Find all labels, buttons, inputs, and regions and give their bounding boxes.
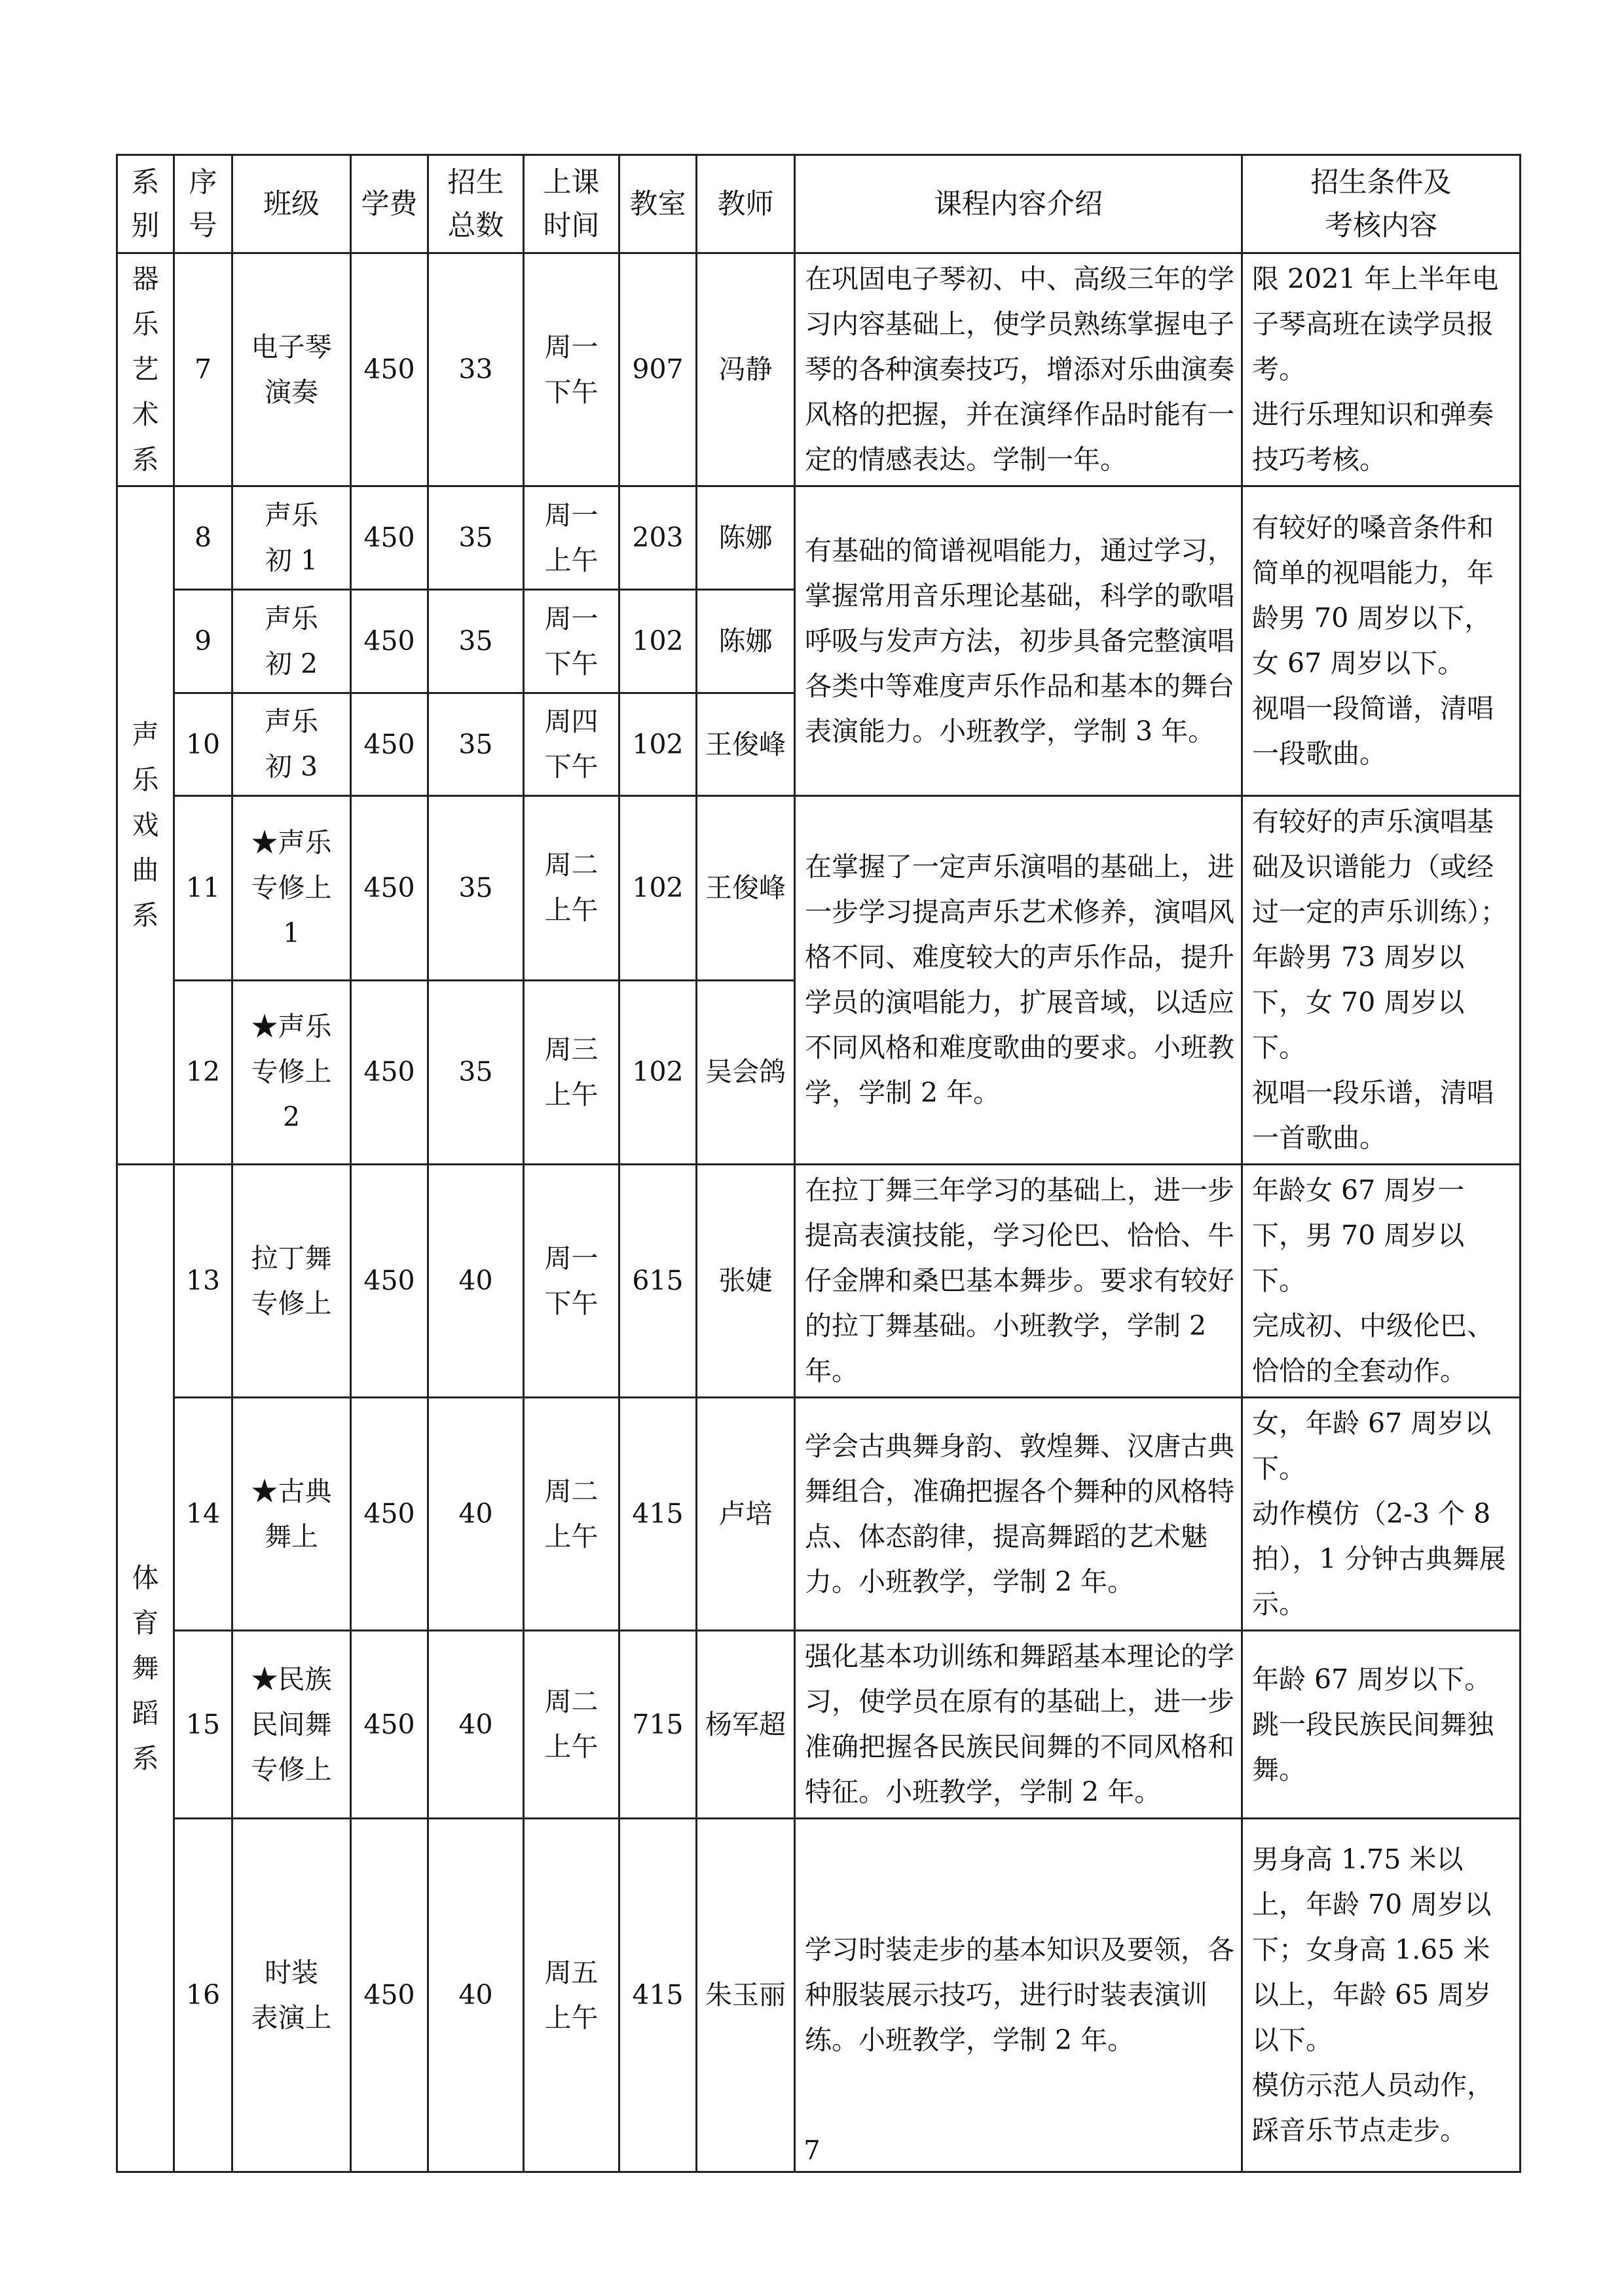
row-no: 9 (174, 590, 232, 693)
row-class: 声乐 初 1 (232, 486, 351, 590)
row-requirements: 年龄 67 周岁以下。 跳一段民族民间舞独舞。 (1242, 1631, 1521, 1819)
row-requirements: 有较好的声乐演唱基础及识谱能力（或经过一定的声乐训练）；年龄男 73 周岁以下，女 70 周岁以下。 视唱一段乐谱，清唱一首歌曲。 (1242, 796, 1521, 1165)
row-fee: 450 (351, 1631, 428, 1819)
row-time: 周二 上午 (524, 1398, 619, 1631)
row-requirements: 男身高 1.75 米以上，年龄 70 周岁以下；女身高 1.65 米以上，年龄 65 周岁以下。 模仿示范人员动作，踩音乐节点走步。 (1242, 1819, 1521, 2172)
row-fee: 450 (351, 590, 428, 693)
row-quota: 40 (428, 1165, 524, 1398)
table-row (117, 1631, 1521, 1819)
row-quota: 40 (428, 1819, 524, 2172)
row-teacher: 卢培 (697, 1398, 795, 1631)
row-no: 10 (174, 693, 232, 796)
page-number: 7 (803, 2136, 821, 2166)
row-room: 203 (619, 486, 697, 590)
row-room: 102 (619, 796, 697, 981)
row-quota: 33 (428, 253, 524, 486)
row-fee: 450 (351, 1165, 428, 1398)
row-fee: 450 (351, 693, 428, 796)
row-fee: 450 (351, 796, 428, 981)
row-fee: 450 (351, 486, 428, 590)
row-class: 时装 表演上 (232, 1819, 351, 2172)
dept-instrument: 器 乐 艺 术 系 (117, 253, 174, 486)
row-room: 102 (619, 980, 697, 1165)
table-row (117, 796, 1521, 981)
row-class: ★声乐 专修上 2 (232, 980, 351, 1165)
row-quota: 40 (428, 1631, 524, 1819)
header-requirements: 招生条件及 考核内容 (1242, 155, 1521, 253)
row-no: 14 (174, 1398, 232, 1631)
row-no: 16 (174, 1819, 232, 2172)
row-time: 周一 下午 (524, 253, 619, 486)
course-table (116, 154, 1521, 2173)
row-requirements: 年龄女 67 周岁一下，男 70 周岁以下。 完成初、中级伦巴、恰恰的全套动作。 (1242, 1165, 1521, 1398)
row-class: ★民族 民间舞 专修上 (232, 1631, 351, 1819)
row-class: ★声乐 专修上 1 (232, 796, 351, 981)
table-row (117, 486, 1521, 590)
row-room: 102 (619, 693, 697, 796)
row-content: 学会古典舞身韵、敦煌舞、汉唐古典舞组合，准确把握各个舞种的风格特点、体态韵律，提高舞蹈的艺术魅力。小班教学，学制 2 年。 (795, 1398, 1242, 1631)
row-fee: 450 (351, 253, 428, 486)
row-room: 415 (619, 1398, 697, 1631)
row-fee: 450 (351, 980, 428, 1165)
row-no: 7 (174, 253, 232, 486)
table-row (117, 1165, 1521, 1398)
dept-vocal: 声 乐 戏 曲 系 (117, 486, 174, 1165)
row-teacher: 朱玉丽 (697, 1819, 795, 2172)
row-time: 周五 上午 (524, 1819, 619, 2172)
row-time: 周四 下午 (524, 693, 619, 796)
row-no: 12 (174, 980, 232, 1165)
header-teacher: 教师 (697, 155, 795, 253)
row-teacher: 吴会鸽 (697, 980, 795, 1165)
row-room: 715 (619, 1631, 697, 1819)
row-time: 周一 下午 (524, 1165, 619, 1398)
row-requirements: 女，年龄 67 周岁以下。 动作模仿（2-3 个 8 拍），1 分钟古典舞展示。 (1242, 1398, 1521, 1631)
row-time: 周三 上午 (524, 980, 619, 1165)
row-requirements: 有较好的嗓音条件和简单的视唱能力，年龄男 70 周岁以下，女 67 周岁以下。 视唱一段简谱，清唱一段歌曲。 (1242, 486, 1521, 796)
row-teacher: 杨军超 (697, 1631, 795, 1819)
header-row (117, 155, 1521, 253)
row-fee: 450 (351, 1819, 428, 2172)
row-teacher: 冯静 (697, 253, 795, 486)
header-time: 上课 时间 (524, 155, 619, 253)
row-class: 声乐 初 2 (232, 590, 351, 693)
row-room: 907 (619, 253, 697, 486)
row-quota: 35 (428, 796, 524, 981)
table-row (117, 1819, 1521, 2172)
row-content: 强化基本功训练和舞蹈基本理论的学习，使学员在原有的基础上，进一步准确把握各民族民间舞的不同风格和特征。小班教学，学制 2 年。 (795, 1631, 1242, 1819)
row-quota: 35 (428, 980, 524, 1165)
row-quota: 35 (428, 486, 524, 590)
header-dept: 系 别 (117, 155, 174, 253)
row-time: 周一 下午 (524, 590, 619, 693)
row-teacher: 陈娜 (697, 590, 795, 693)
row-teacher: 陈娜 (697, 486, 795, 590)
row-class: 电子琴 演奏 (232, 253, 351, 486)
row-no: 13 (174, 1165, 232, 1398)
row-no: 11 (174, 796, 232, 981)
row-class: 拉丁舞 专修上 (232, 1165, 351, 1398)
row-content: 在掌握了一定声乐演唱的基础上，进一步学习提高声乐艺术修养，演唱风格不同、难度较大的声乐作品，提升学员的演唱能力，扩展音域，以适应不同风格和难度歌曲的要求。小班教学，学制 2 年。 (795, 796, 1242, 1165)
header-room: 教室 (619, 155, 697, 253)
row-content: 有基础的简谱视唱能力，通过学习，掌握常用音乐理论基础，科学的歌唱呼吸与发声方法，初步具备完整演唱各类中等难度声乐作品和基本的舞台表演能力。小班教学，学制 3 年。 (795, 486, 1242, 796)
header-content: 课程内容介绍 (795, 155, 1242, 253)
row-quota: 35 (428, 693, 524, 796)
header-quota: 招生 总数 (428, 155, 524, 253)
table-row (117, 253, 1521, 486)
table-row (117, 1398, 1521, 1631)
header-class: 班级 (232, 155, 351, 253)
header-no: 序 号 (174, 155, 232, 253)
row-teacher: 张婕 (697, 1165, 795, 1398)
row-class: ★古典 舞上 (232, 1398, 351, 1631)
row-fee: 450 (351, 1398, 428, 1631)
row-teacher: 王俊峰 (697, 796, 795, 981)
row-quota: 40 (428, 1398, 524, 1631)
row-requirements: 限 2021 年上半年电子琴高班在读学员报考。 进行乐理知识和弹奏技巧考核。 (1242, 253, 1521, 486)
row-time: 周一 上午 (524, 486, 619, 590)
row-quota: 35 (428, 590, 524, 693)
row-time: 周二 上午 (524, 796, 619, 981)
dept-dance: 体 育 舞 蹈 系 (117, 1165, 174, 2172)
row-no: 8 (174, 486, 232, 590)
row-class: 声乐 初 3 (232, 693, 351, 796)
row-content: 在拉丁舞三年学习的基础上，进一步提高表演技能，学习伦巴、恰恰、牛仔金牌和桑巴基本舞步。要求有较好的拉丁舞基础。小班教学，学制 2 年。 (795, 1165, 1242, 1398)
header-fee: 学费 (351, 155, 428, 253)
row-content: 学习时装走步的基本知识及要领，各种服装展示技巧，进行时装表演训练。小班教学，学制 2 年。 (795, 1819, 1242, 2172)
row-no: 15 (174, 1631, 232, 1819)
row-time: 周二 上午 (524, 1631, 619, 1819)
row-room: 102 (619, 590, 697, 693)
row-teacher: 王俊峰 (697, 693, 795, 796)
row-room: 615 (619, 1165, 697, 1398)
row-content: 在巩固电子琴初、中、高级三年的学习内容基础上，使学员熟练掌握电子琴的各种演奏技巧，增添对乐曲演奏风格的把握，并在演绎作品时能有一定的情感表达。学制一年。 (795, 253, 1242, 486)
row-room: 415 (619, 1819, 697, 2172)
